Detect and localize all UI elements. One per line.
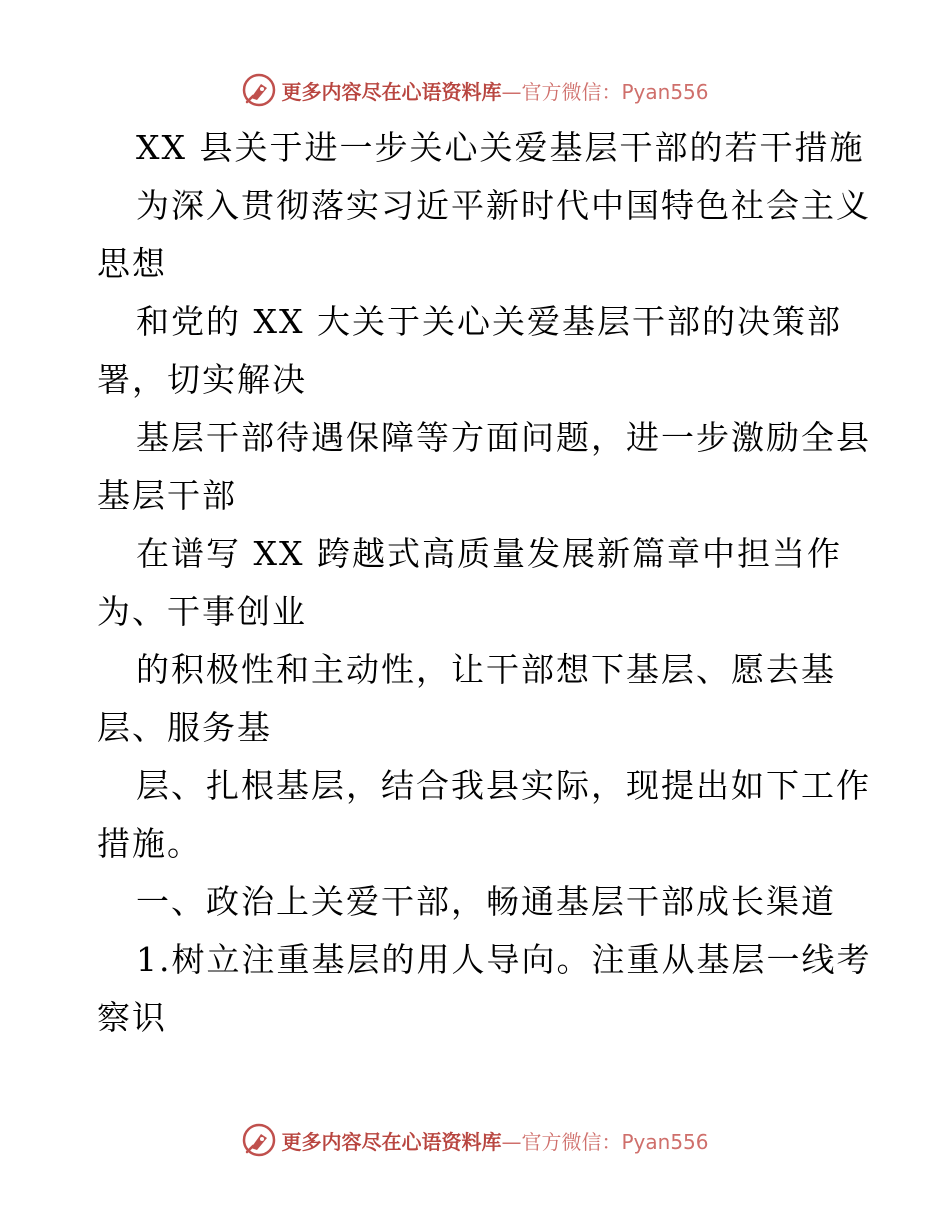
paragraph-line: 层、扎根基层，结合我县实际，现提出如下工作 [136, 766, 871, 805]
paragraph-line: 1.树立注重基层的用人导向。注重从基层一线考 [136, 940, 872, 979]
paragraph-line: 措施。 [97, 824, 202, 863]
paragraph-line: 层、服务基 [97, 708, 272, 747]
header-wechat-id: Pyan556 [621, 79, 709, 104]
footer-watermark-banner [0, 1120, 950, 1160]
paragraph-line: 基层干部 [97, 476, 237, 515]
paragraph-line: 和党的 XX 大关于关心关爱基层干部的决策部 [136, 302, 842, 341]
header-wechat-label: 官方微信： [521, 79, 622, 104]
paragraph-line: 察识 [97, 998, 167, 1037]
paragraph-line: 为深入贯彻落实习近平新时代中国特色社会主义 [136, 186, 871, 225]
paragraph-line: 思想 [97, 244, 167, 283]
paragraph-line: 为、干事创业 [97, 592, 307, 631]
document-title: XX 县关于进一步关心关爱基层干部的若干措施 [136, 128, 865, 167]
pen-nib-logo-icon [241, 1122, 277, 1158]
paragraph-line: 的积极性和主动性，让干部想下基层、愿去基 [136, 650, 836, 689]
paragraph-line: 基层干部待遇保障等方面问题，进一步激励全县 [136, 418, 871, 457]
paragraph-line: 在谱写 XX 跨越式高质量发展新篇章中担当作 [136, 534, 842, 573]
section-heading: 一、政治上关爱干部，畅通基层干部成长渠道 [136, 882, 836, 921]
footer-wechat-id: Pyan556 [621, 1129, 709, 1154]
paragraph-line: 署，切实解决 [97, 360, 307, 399]
footer-separator: — [501, 1129, 522, 1154]
footer-wechat-label: 官方微信： [521, 1129, 622, 1154]
footer-site-name: 更多内容尽在心语资料库 [281, 1129, 502, 1154]
footer-banner-text [281, 1126, 708, 1155]
header-site-name: 更多内容尽在心语资料库 [281, 79, 502, 104]
header-separator: — [501, 79, 522, 104]
